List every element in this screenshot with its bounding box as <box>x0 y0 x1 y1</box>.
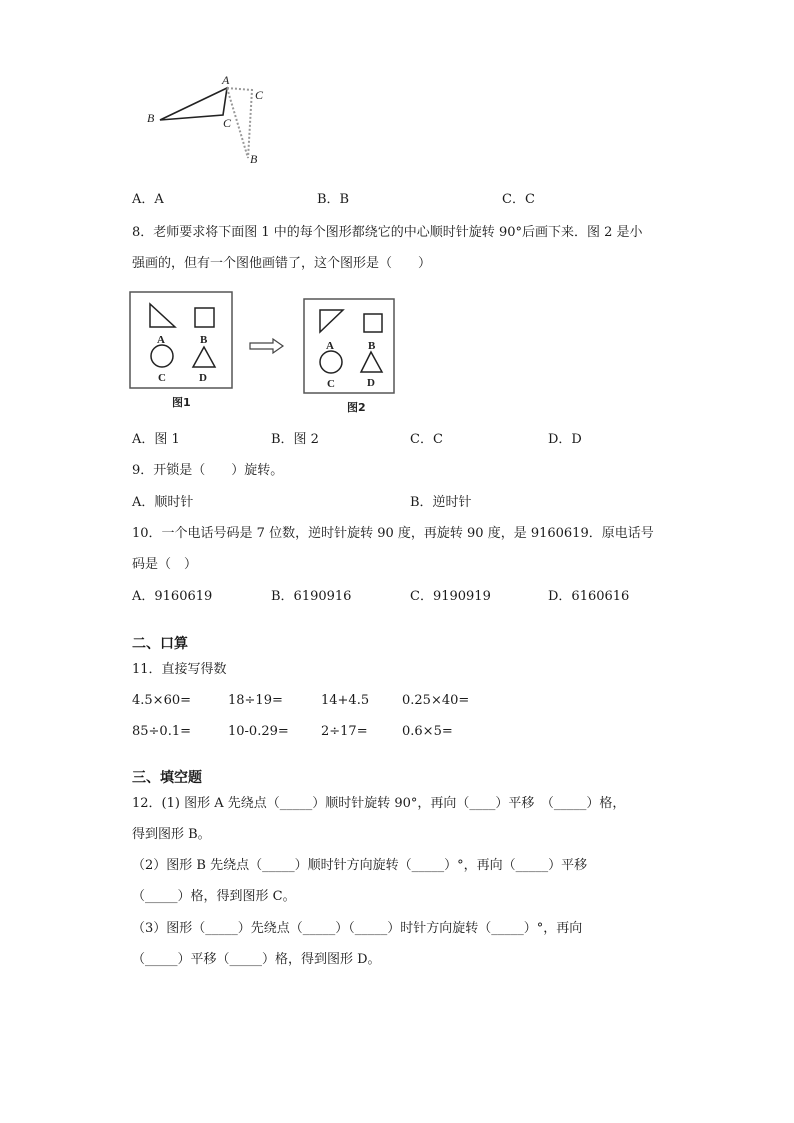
q8-stem-line1: 8．老师要求将下面图 1 中的每个图形都绕它的中心顺时针旋转 90°后画下来．图 2 是小 <box>132 225 643 240</box>
q9-option-a[interactable]: A．顺时针 <box>132 495 194 510</box>
fig2-label-b: B <box>368 340 376 352</box>
calc-r1-c1: 4.5×60= <box>132 693 192 708</box>
q8-figures <box>128 290 398 418</box>
fig2-caption: 图2 <box>347 401 366 414</box>
fig2-label-d: D <box>367 377 375 389</box>
q8-option-b[interactable]: B．图 2 <box>271 432 319 447</box>
section-3-title: 三、填空题 <box>132 770 202 786</box>
q7-label-c-right: C <box>255 88 264 102</box>
calc-r1-c2: 18÷19= <box>228 693 283 708</box>
q12-3-line1: （3）图形（_____）先绕点（_____）（_____）时针方向旋转（_____）°，再向 <box>132 921 583 936</box>
q7-label-b-left: B <box>147 111 155 125</box>
q7-label-a: A <box>222 73 230 87</box>
fig2-label-a: A <box>326 340 334 352</box>
q7-option-a[interactable]: A．A <box>132 192 164 207</box>
q8-option-a[interactable]: A．图 1 <box>132 432 180 447</box>
calc-r2-c3: 2÷17= <box>321 724 368 739</box>
section-2-title: 二、口算 <box>132 636 188 652</box>
fig1-label-a: A <box>157 334 165 346</box>
q7-option-b[interactable]: B．B <box>317 192 350 207</box>
q8-stem-line2: 强画的，但有一个图他画错了，这个图形是（ ） <box>132 256 432 271</box>
q8-option-c[interactable]: C．C <box>410 432 443 447</box>
q12-2-line2: （_____）格，得到图形 C。 <box>132 889 296 904</box>
q10-stem-line2: 码是（ ） <box>132 557 198 572</box>
calc-r2-c4: 0.6×5= <box>402 724 453 739</box>
calc-r1-c4: 0.25×40= <box>402 693 470 708</box>
q7-option-c[interactable]: C．C <box>502 192 535 207</box>
q10-option-a[interactable]: A．9160619 <box>132 589 213 604</box>
fig1-label-c: C <box>158 372 166 384</box>
calc-r2-c1: 85÷0.1= <box>132 724 192 739</box>
q7-triangle-figure <box>140 70 280 175</box>
q10-option-b[interactable]: B．6190916 <box>271 589 352 604</box>
q12-1-line2: 得到图形 B。 <box>132 827 211 842</box>
calc-r1-c3: 14+4.5 <box>321 693 370 708</box>
q8-option-d[interactable]: D．D <box>548 432 582 447</box>
q7-label-b-bottom: B <box>250 152 258 166</box>
q12-1-line1: 12．(1) 图形 A 先绕点（_____）顺时针旋转 90°，再向（____）平移 （_____）格， <box>132 796 626 811</box>
q10-option-d[interactable]: D．6160616 <box>548 589 630 604</box>
fig2-label-c: C <box>327 378 335 390</box>
q9-option-b[interactable]: B．逆时针 <box>410 495 472 510</box>
fig1-label-d: D <box>199 372 207 384</box>
q11-stem: 11．直接写得数 <box>132 662 227 677</box>
q10-stem-line1: 10．一个电话号码是 7 位数，逆时针旋转 90 度，再旋转 90 度，是 9160619．原电话号 <box>132 526 654 541</box>
fig1-label-b: B <box>200 334 208 346</box>
q12-3-line2: （_____）平移（_____）格，得到图形 D。 <box>132 952 381 967</box>
fig1-caption: 图1 <box>172 396 191 409</box>
q9-stem: 9．开锁是（ ）旋转。 <box>132 463 284 478</box>
q10-option-c[interactable]: C．9190919 <box>410 589 491 604</box>
q12-2-line1: （2）图形 B 先绕点（_____）顺时针方向旋转（_____）°，再向（_____）平移 <box>132 858 588 873</box>
calc-r2-c2: 10-0.29= <box>228 724 289 739</box>
q7-label-c-inner: C <box>223 116 232 130</box>
